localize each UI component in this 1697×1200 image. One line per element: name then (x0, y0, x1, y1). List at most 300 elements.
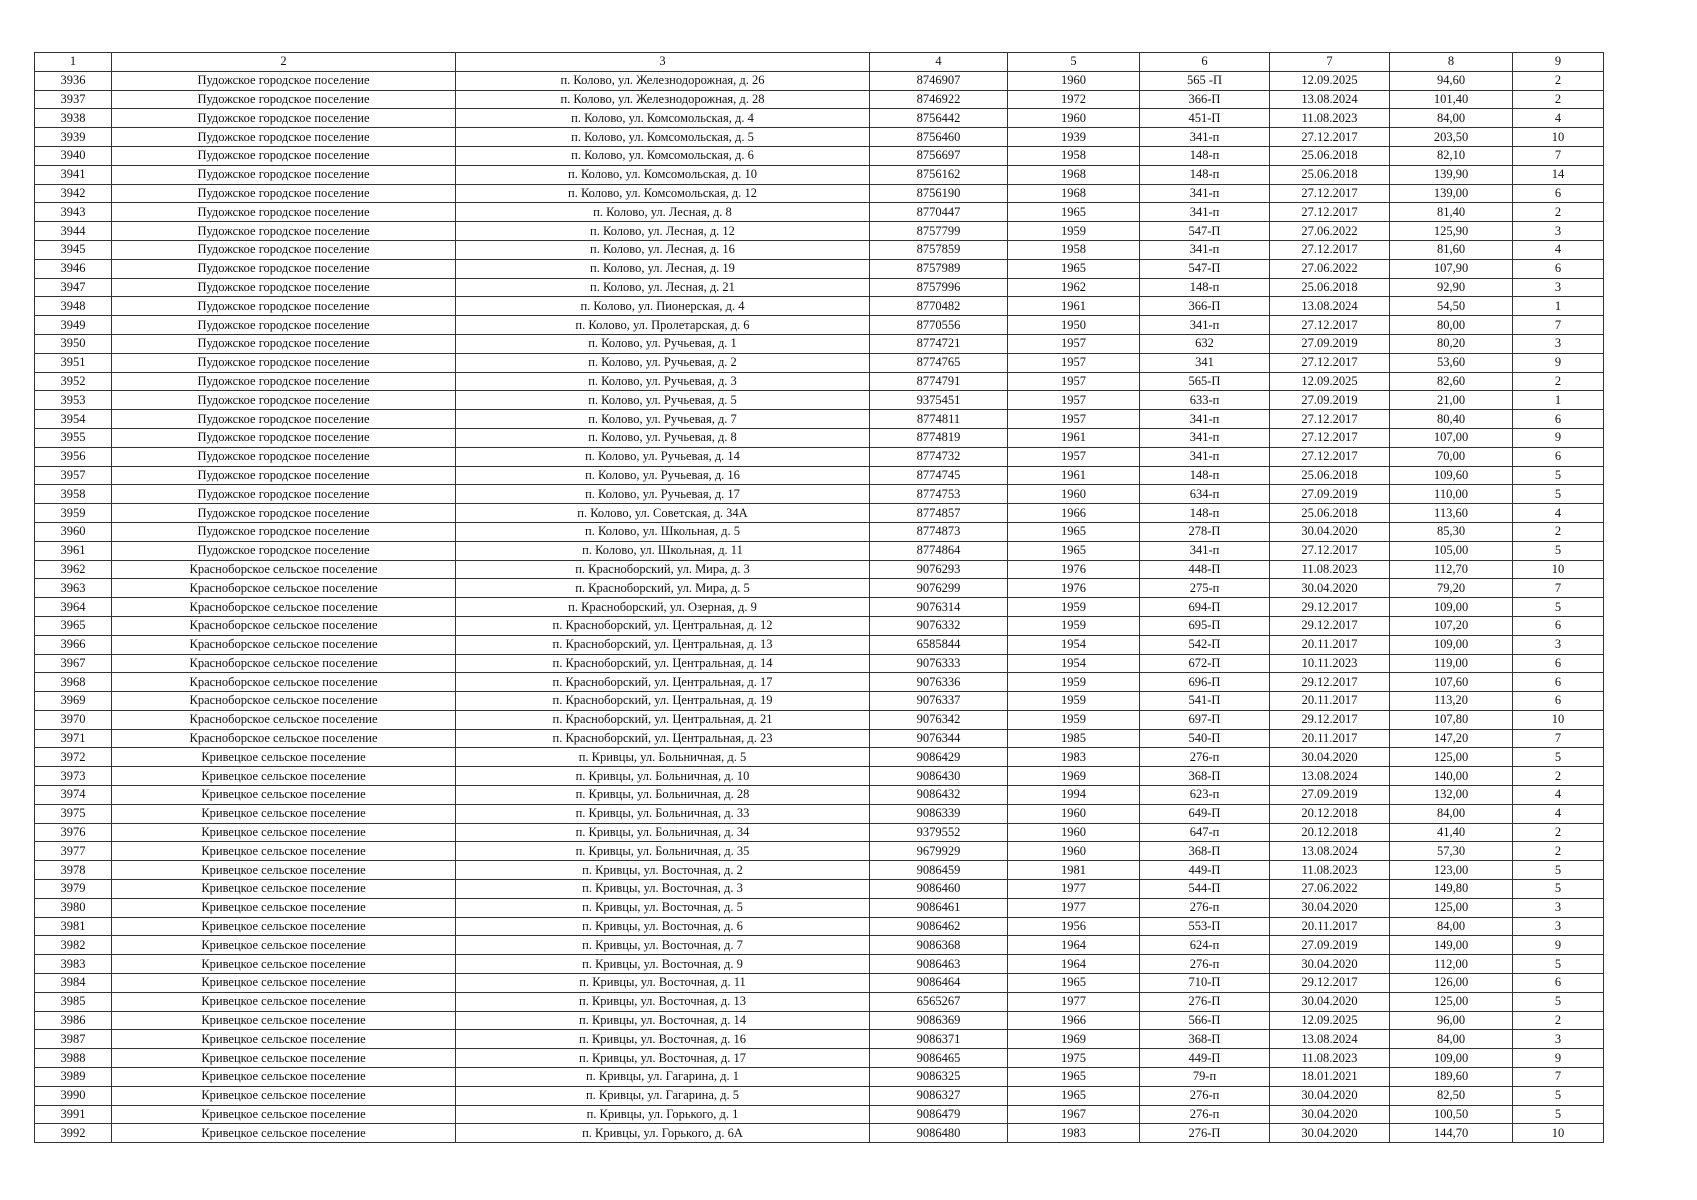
decree-number-cell: 148-п (1140, 146, 1270, 165)
count-cell: 6 (1513, 447, 1604, 466)
area-cell: 80,40 (1390, 410, 1513, 429)
count-cell: 4 (1513, 240, 1604, 259)
count-cell: 4 (1513, 504, 1604, 523)
decree-number-cell: 276-П (1140, 992, 1270, 1011)
table-row (35, 391, 1604, 410)
date-cell: 30.04.2020 (1270, 955, 1390, 974)
year-cell: 1962 (1008, 278, 1140, 297)
settlement-cell: Пудожское городское поселение (112, 278, 456, 297)
settlement-cell: Пудожское городское поселение (112, 522, 456, 541)
date-cell: 30.04.2020 (1270, 522, 1390, 541)
table-row (35, 485, 1604, 504)
settlement-cell: Кривецкое сельское поселение (112, 1068, 456, 1087)
row-number-cell: 3970 (35, 710, 112, 729)
object-code-cell: 9379552 (870, 823, 1008, 842)
area-cell: 96,00 (1390, 1011, 1513, 1030)
address-cell: п. Кривцы, ул. Больничная, д. 5 (456, 748, 870, 767)
year-cell: 1976 (1008, 560, 1140, 579)
address-cell: п. Красноборский, ул. Мира, д. 3 (456, 560, 870, 579)
address-cell: п. Колово, ул. Лесная, д. 8 (456, 203, 870, 222)
table-row (35, 316, 1604, 335)
table-row (35, 598, 1604, 617)
address-cell: п. Красноборский, ул. Центральная, д. 12 (456, 616, 870, 635)
object-code-cell: 9086430 (870, 767, 1008, 786)
row-number-cell: 3943 (35, 203, 112, 222)
object-code-cell: 8774721 (870, 334, 1008, 353)
settlement-cell: Пудожское городское поселение (112, 90, 456, 109)
date-cell: 13.08.2024 (1270, 767, 1390, 786)
row-number-cell: 3991 (35, 1105, 112, 1124)
address-cell: п. Красноборский, ул. Центральная, д. 17 (456, 673, 870, 692)
address-cell: п. Колово, ул. Комсомольская, д. 12 (456, 184, 870, 203)
table-row (35, 278, 1604, 297)
settlement-cell: Кривецкое сельское поселение (112, 898, 456, 917)
row-number-cell: 3942 (35, 184, 112, 203)
count-cell: 3 (1513, 917, 1604, 936)
count-cell: 9 (1513, 1049, 1604, 1068)
object-code-cell: 9086429 (870, 748, 1008, 767)
year-cell: 1965 (1008, 522, 1140, 541)
count-cell: 9 (1513, 428, 1604, 447)
row-number-cell: 3954 (35, 410, 112, 429)
count-cell: 2 (1513, 90, 1604, 109)
settlement-cell: Пудожское городское поселение (112, 447, 456, 466)
object-code-cell: 8770482 (870, 297, 1008, 316)
table-row (35, 541, 1604, 560)
area-cell: 100,50 (1390, 1105, 1513, 1124)
settlement-cell: Пудожское городское поселение (112, 504, 456, 523)
table-row (35, 297, 1604, 316)
decree-number-cell: 276-П (1140, 1124, 1270, 1143)
row-number-cell: 3977 (35, 842, 112, 861)
row-number-cell: 3939 (35, 128, 112, 147)
object-code-cell: 8756442 (870, 109, 1008, 128)
year-cell: 1981 (1008, 861, 1140, 880)
decree-number-cell: 540-П (1140, 729, 1270, 748)
decree-number-cell: 341-п (1140, 410, 1270, 429)
row-number-cell: 3986 (35, 1011, 112, 1030)
decree-number-cell: 275-п (1140, 579, 1270, 598)
date-cell: 27.06.2022 (1270, 880, 1390, 899)
settlement-cell: Кривецкое сельское поселение (112, 992, 456, 1011)
date-cell: 20.11.2017 (1270, 917, 1390, 936)
row-number-cell: 3976 (35, 823, 112, 842)
decree-number-cell: 148-п (1140, 504, 1270, 523)
row-number-cell: 3972 (35, 748, 112, 767)
row-number-cell: 3983 (35, 955, 112, 974)
table-row (35, 579, 1604, 598)
count-cell: 5 (1513, 992, 1604, 1011)
settlement-cell: Кривецкое сельское поселение (112, 936, 456, 955)
row-number-cell: 3958 (35, 485, 112, 504)
row-number-cell: 3937 (35, 90, 112, 109)
area-cell: 140,00 (1390, 767, 1513, 786)
count-cell: 5 (1513, 1105, 1604, 1124)
year-cell: 1972 (1008, 90, 1140, 109)
area-cell: 82,10 (1390, 146, 1513, 165)
area-cell: 113,60 (1390, 504, 1513, 523)
row-number-cell: 3968 (35, 673, 112, 692)
year-cell: 1994 (1008, 786, 1140, 805)
count-cell: 2 (1513, 372, 1604, 391)
row-number-cell: 3969 (35, 692, 112, 711)
object-code-cell: 9076337 (870, 692, 1008, 711)
address-cell: п. Колово, ул. Железнодорожная, д. 28 (456, 90, 870, 109)
count-cell: 9 (1513, 936, 1604, 955)
address-cell: п. Колово, ул. Советская, д. 34А (456, 504, 870, 523)
date-cell: 27.06.2022 (1270, 222, 1390, 241)
decree-number-cell: 341-п (1140, 541, 1270, 560)
area-cell: 101,40 (1390, 90, 1513, 109)
area-cell: 125,00 (1390, 748, 1513, 767)
area-cell: 149,00 (1390, 936, 1513, 955)
address-cell: п. Кривцы, ул. Восточная, д. 13 (456, 992, 870, 1011)
object-code-cell: 9086371 (870, 1030, 1008, 1049)
object-code-cell: 8756697 (870, 146, 1008, 165)
decree-number-cell: 341-п (1140, 447, 1270, 466)
settlement-cell: Кривецкое сельское поселение (112, 804, 456, 823)
area-cell: 82,60 (1390, 372, 1513, 391)
address-cell: п. Колово, ул. Пролетарская, д. 6 (456, 316, 870, 335)
table-row (35, 654, 1604, 673)
object-code-cell: 9086460 (870, 880, 1008, 899)
row-number-cell: 3947 (35, 278, 112, 297)
date-cell: 11.08.2023 (1270, 109, 1390, 128)
settlement-cell: Пудожское городское поселение (112, 372, 456, 391)
table-row (35, 222, 1604, 241)
date-cell: 30.04.2020 (1270, 1105, 1390, 1124)
decree-number-cell: 276-п (1140, 748, 1270, 767)
decree-number-cell: 694-П (1140, 598, 1270, 617)
year-cell: 1961 (1008, 428, 1140, 447)
date-cell: 25.06.2018 (1270, 146, 1390, 165)
year-cell: 1957 (1008, 391, 1140, 410)
object-code-cell: 9076314 (870, 598, 1008, 617)
address-cell: п. Колово, ул. Лесная, д. 19 (456, 259, 870, 278)
year-cell: 1977 (1008, 880, 1140, 899)
object-code-cell: 9076336 (870, 673, 1008, 692)
year-cell: 1968 (1008, 184, 1140, 203)
area-cell: 144,70 (1390, 1124, 1513, 1143)
table-row (35, 1086, 1604, 1105)
settlement-cell: Кривецкое сельское поселение (112, 748, 456, 767)
year-cell: 1959 (1008, 616, 1140, 635)
column-number-cell: 6 (1140, 53, 1270, 72)
decree-number-cell: 565-П (1140, 372, 1270, 391)
row-number-cell: 3964 (35, 598, 112, 617)
settlement-cell: Пудожское городское поселение (112, 334, 456, 353)
address-cell: п. Колово, ул. Ручьевая, д. 8 (456, 428, 870, 447)
year-cell: 1961 (1008, 297, 1140, 316)
table-row (35, 410, 1604, 429)
settlement-cell: Красноборское сельское поселение (112, 579, 456, 598)
address-cell: п. Колово, ул. Ручьевая, д. 16 (456, 466, 870, 485)
table-row (35, 692, 1604, 711)
count-cell: 10 (1513, 128, 1604, 147)
area-cell: 53,60 (1390, 353, 1513, 372)
settlement-cell: Пудожское городское поселение (112, 410, 456, 429)
address-cell: п. Колово, ул. Лесная, д. 12 (456, 222, 870, 241)
year-cell: 1967 (1008, 1105, 1140, 1124)
table-row (35, 466, 1604, 485)
address-cell: п. Колово, ул. Школьная, д. 11 (456, 541, 870, 560)
date-cell: 29.12.2017 (1270, 710, 1390, 729)
row-number-cell: 3985 (35, 992, 112, 1011)
count-cell: 7 (1513, 729, 1604, 748)
year-cell: 1964 (1008, 955, 1140, 974)
count-cell: 9 (1513, 353, 1604, 372)
date-cell: 27.06.2022 (1270, 259, 1390, 278)
year-cell: 1975 (1008, 1049, 1140, 1068)
decree-number-cell: 695-П (1140, 616, 1270, 635)
area-cell: 113,20 (1390, 692, 1513, 711)
year-cell: 1960 (1008, 842, 1140, 861)
decree-number-cell: 633-п (1140, 391, 1270, 410)
count-cell: 3 (1513, 278, 1604, 297)
object-code-cell: 8756460 (870, 128, 1008, 147)
date-cell: 18.01.2021 (1270, 1068, 1390, 1087)
decree-number-cell: 148-п (1140, 278, 1270, 297)
address-cell: п. Кривцы, ул. Восточная, д. 5 (456, 898, 870, 917)
date-cell: 27.12.2017 (1270, 203, 1390, 222)
date-cell: 20.11.2017 (1270, 729, 1390, 748)
row-number-cell: 3951 (35, 353, 112, 372)
object-code-cell: 9076333 (870, 654, 1008, 673)
table-row (35, 372, 1604, 391)
date-cell: 11.08.2023 (1270, 560, 1390, 579)
address-cell: п. Кривцы, ул. Восточная, д. 16 (456, 1030, 870, 1049)
column-number-cell: 1 (35, 53, 112, 72)
table-row (35, 635, 1604, 654)
row-number-cell: 3973 (35, 767, 112, 786)
table-row (35, 955, 1604, 974)
area-cell: 84,00 (1390, 109, 1513, 128)
address-cell: п. Кривцы, ул. Восточная, д. 2 (456, 861, 870, 880)
address-cell: п. Красноборский, ул. Центральная, д. 19 (456, 692, 870, 711)
column-number-cell: 2 (112, 53, 456, 72)
decree-number-cell: 276-п (1140, 955, 1270, 974)
area-cell: 139,90 (1390, 165, 1513, 184)
area-cell: 203,50 (1390, 128, 1513, 147)
area-cell: 81,40 (1390, 203, 1513, 222)
decree-number-cell: 341-п (1140, 428, 1270, 447)
year-cell: 1969 (1008, 1030, 1140, 1049)
date-cell: 27.09.2019 (1270, 936, 1390, 955)
count-cell: 5 (1513, 466, 1604, 485)
object-code-cell: 8774811 (870, 410, 1008, 429)
row-number-cell: 3949 (35, 316, 112, 335)
decree-number-cell: 566-П (1140, 1011, 1270, 1030)
table-row (35, 165, 1604, 184)
date-cell: 11.08.2023 (1270, 861, 1390, 880)
year-cell: 1977 (1008, 992, 1140, 1011)
year-cell: 1965 (1008, 259, 1140, 278)
date-cell: 20.11.2017 (1270, 692, 1390, 711)
date-cell: 12.09.2025 (1270, 71, 1390, 90)
settlement-cell: Пудожское городское поселение (112, 222, 456, 241)
settlement-cell: Кривецкое сельское поселение (112, 767, 456, 786)
column-number-row (35, 53, 1604, 72)
decree-number-cell: 368-П (1140, 1030, 1270, 1049)
table-row (35, 1049, 1604, 1068)
area-cell: 123,00 (1390, 861, 1513, 880)
address-cell: п. Кривцы, ул. Горького, д. 1 (456, 1105, 870, 1124)
object-code-cell: 9086461 (870, 898, 1008, 917)
table-row (35, 710, 1604, 729)
object-code-cell: 9086432 (870, 786, 1008, 805)
column-number-cell: 3 (456, 53, 870, 72)
count-cell: 2 (1513, 203, 1604, 222)
object-code-cell: 8756162 (870, 165, 1008, 184)
decree-number-cell: 697-П (1140, 710, 1270, 729)
object-code-cell: 8774873 (870, 522, 1008, 541)
decree-number-cell: 553-П (1140, 917, 1270, 936)
count-cell: 14 (1513, 165, 1604, 184)
object-code-cell: 9086459 (870, 861, 1008, 880)
row-number-cell: 3984 (35, 974, 112, 993)
row-number-cell: 3971 (35, 729, 112, 748)
decree-number-cell: 547-П (1140, 222, 1270, 241)
address-cell: п. Кривцы, ул. Восточная, д. 3 (456, 880, 870, 899)
date-cell: 12.09.2025 (1270, 1011, 1390, 1030)
address-cell: п. Кривцы, ул. Горького, д. 6А (456, 1124, 870, 1143)
date-cell: 27.12.2017 (1270, 410, 1390, 429)
count-cell: 6 (1513, 692, 1604, 711)
count-cell: 1 (1513, 297, 1604, 316)
settlement-cell: Кривецкое сельское поселение (112, 786, 456, 805)
object-code-cell: 8774819 (870, 428, 1008, 447)
object-code-cell: 9375451 (870, 391, 1008, 410)
date-cell: 30.04.2020 (1270, 992, 1390, 1011)
table-row (35, 203, 1604, 222)
decree-number-cell: 341-п (1140, 184, 1270, 203)
row-number-cell: 3953 (35, 391, 112, 410)
object-code-cell: 9086339 (870, 804, 1008, 823)
object-code-cell: 9086480 (870, 1124, 1008, 1143)
address-cell: п. Колово, ул. Железнодорожная, д. 26 (456, 71, 870, 90)
area-cell: 84,00 (1390, 804, 1513, 823)
year-cell: 1958 (1008, 240, 1140, 259)
date-cell: 13.08.2024 (1270, 90, 1390, 109)
object-code-cell: 8774745 (870, 466, 1008, 485)
address-cell: п. Кривцы, ул. Больничная, д. 34 (456, 823, 870, 842)
table-row (35, 353, 1604, 372)
row-number-cell: 3941 (35, 165, 112, 184)
date-cell: 25.06.2018 (1270, 466, 1390, 485)
column-number-cell: 7 (1270, 53, 1390, 72)
date-cell: 27.09.2019 (1270, 334, 1390, 353)
object-code-cell: 8757799 (870, 222, 1008, 241)
row-number-cell: 3980 (35, 898, 112, 917)
count-cell: 3 (1513, 635, 1604, 654)
address-cell: п. Колово, ул. Лесная, д. 21 (456, 278, 870, 297)
table-row (35, 992, 1604, 1011)
settlement-cell: Пудожское городское поселение (112, 259, 456, 278)
area-cell: 147,20 (1390, 729, 1513, 748)
count-cell: 5 (1513, 955, 1604, 974)
year-cell: 1969 (1008, 767, 1140, 786)
count-cell: 6 (1513, 654, 1604, 673)
area-cell: 112,70 (1390, 560, 1513, 579)
table-row (35, 1068, 1604, 1087)
year-cell: 1983 (1008, 1124, 1140, 1143)
decree-number-cell: 366-П (1140, 297, 1270, 316)
column-number-cell: 9 (1513, 53, 1604, 72)
row-number-cell: 3967 (35, 654, 112, 673)
row-number-cell: 3982 (35, 936, 112, 955)
settlement-cell: Пудожское городское поселение (112, 391, 456, 410)
column-number-cell: 8 (1390, 53, 1513, 72)
area-cell: 21,00 (1390, 391, 1513, 410)
date-cell: 25.06.2018 (1270, 165, 1390, 184)
settlement-cell: Пудожское городское поселение (112, 541, 456, 560)
date-cell: 12.09.2025 (1270, 372, 1390, 391)
year-cell: 1983 (1008, 748, 1140, 767)
decree-number-cell: 647-п (1140, 823, 1270, 842)
count-cell: 5 (1513, 598, 1604, 617)
date-cell: 25.06.2018 (1270, 504, 1390, 523)
settlement-cell: Красноборское сельское поселение (112, 692, 456, 711)
count-cell: 5 (1513, 861, 1604, 880)
row-number-cell: 3957 (35, 466, 112, 485)
count-cell: 5 (1513, 748, 1604, 767)
table-row (35, 748, 1604, 767)
year-cell: 1958 (1008, 146, 1140, 165)
table-row (35, 184, 1604, 203)
object-code-cell: 9076344 (870, 729, 1008, 748)
area-cell: 82,50 (1390, 1086, 1513, 1105)
column-number-cell: 4 (870, 53, 1008, 72)
year-cell: 1960 (1008, 71, 1140, 90)
count-cell: 2 (1513, 767, 1604, 786)
settlement-cell: Красноборское сельское поселение (112, 654, 456, 673)
count-cell: 7 (1513, 579, 1604, 598)
year-cell: 1959 (1008, 222, 1140, 241)
date-cell: 29.12.2017 (1270, 673, 1390, 692)
count-cell: 2 (1513, 71, 1604, 90)
date-cell: 27.12.2017 (1270, 184, 1390, 203)
count-cell: 5 (1513, 880, 1604, 899)
address-cell: п. Кривцы, ул. Восточная, д. 11 (456, 974, 870, 993)
year-cell: 1965 (1008, 1068, 1140, 1087)
decree-number-cell: 148-п (1140, 466, 1270, 485)
table-row (35, 109, 1604, 128)
object-code-cell: 9679929 (870, 842, 1008, 861)
count-cell: 6 (1513, 616, 1604, 635)
row-number-cell: 3952 (35, 372, 112, 391)
address-cell: п. Колово, ул. Ручьевая, д. 7 (456, 410, 870, 429)
address-cell: п. Колово, ул. Комсомольская, д. 10 (456, 165, 870, 184)
table-row (35, 447, 1604, 466)
count-cell: 5 (1513, 1086, 1604, 1105)
date-cell: 29.12.2017 (1270, 616, 1390, 635)
settlement-cell: Кривецкое сельское поселение (112, 1011, 456, 1030)
object-code-cell: 9076299 (870, 579, 1008, 598)
date-cell: 30.04.2020 (1270, 898, 1390, 917)
year-cell: 1960 (1008, 485, 1140, 504)
decree-number-cell: 278-П (1140, 522, 1270, 541)
settlement-cell: Красноборское сельское поселение (112, 598, 456, 617)
decree-number-cell: 547-П (1140, 259, 1270, 278)
address-cell: п. Кривцы, ул. Восточная, д. 17 (456, 1049, 870, 1068)
year-cell: 1959 (1008, 692, 1140, 711)
row-number-cell: 3944 (35, 222, 112, 241)
settlement-cell: Кривецкое сельское поселение (112, 1030, 456, 1049)
count-cell: 6 (1513, 673, 1604, 692)
count-cell: 10 (1513, 1124, 1604, 1143)
settlement-cell: Кривецкое сельское поселение (112, 880, 456, 899)
object-code-cell: 8770447 (870, 203, 1008, 222)
